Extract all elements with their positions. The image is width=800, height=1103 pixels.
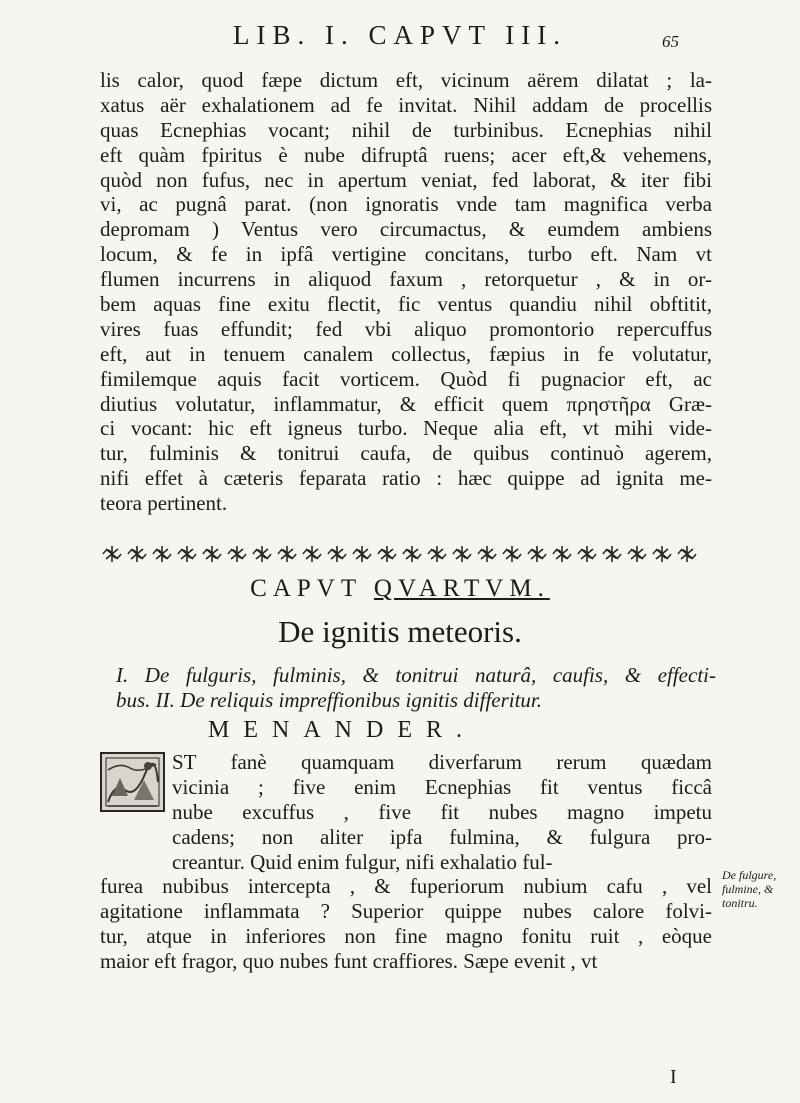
chapter-subtitle: De ignitis meteoris.: [278, 614, 522, 649]
text-line: eft quàm fpiritus è nube difruptâ ruens; acer eft,& vehemens,: [100, 142, 712, 167]
chapter-heading-number: QVARTVM.: [373, 575, 550, 602]
ornament-unit: [578, 546, 596, 562]
ornament-unit: [328, 546, 346, 562]
text-line: maior eft fragor, quo nubes funt craffiores. Sæpe evenit , vt: [100, 948, 598, 973]
ornament-unit: [278, 546, 296, 562]
ornament-unit: [553, 546, 571, 562]
speaker-name: MENANDER.: [208, 717, 476, 743]
chapter-summary: [116, 663, 716, 713]
text-line: diutius volutatur, inflammatur, & efficit quem πρηστῆρα Græ-: [100, 391, 712, 416]
ornament-unit: [603, 546, 621, 562]
text-line: nube excuffus , five fit nubes magno impetu: [172, 799, 712, 824]
page-number: 65: [662, 32, 679, 51]
margin-note-line: De fulgure,: [722, 868, 777, 882]
text-line: lis calor, quod fæpe dictum eft, vicinum aërem dilatat ; la-: [100, 68, 712, 92]
text-line: teora pertinent.: [100, 491, 228, 516]
ornament-unit: [353, 546, 371, 562]
text-line: vi, ac pugnâ parat. (non ignoratis vnde tam magnifica verba: [100, 192, 712, 217]
top-paragraph: [100, 68, 712, 516]
running-head: [0, 18, 800, 58]
text-line: ST fanè quamquam diverfarum rerum quædam: [172, 750, 712, 774]
text-line: xatus aër exhalationem ad fe invitat. Nihil addam de procellis: [100, 92, 712, 117]
text-line: fimilemque aquis facit vorticem. Quòd fi pugnacior eft, ac: [100, 366, 712, 391]
ornament-unit: [628, 546, 646, 562]
text-line: quas Ecnephias vocant; nihil de turbinibus. Ecnephias nihil: [100, 117, 712, 142]
ornament-unit: [378, 546, 396, 562]
text-line: locum, & fe in ipfâ vertigine concitans, turbo eft. Nam vt: [100, 242, 712, 267]
text-line: furea nubibus intercepta , & fuperiorum nubium cafu , vel: [100, 874, 712, 898]
catchword: I: [670, 1066, 677, 1088]
continuation-paragraph: [100, 874, 712, 974]
ornament-unit: [528, 546, 546, 562]
text-line: ci vocant: hic eft igneus turbo. Neque alia eft, vt mihi vide-: [100, 416, 712, 441]
ornament-unit: [403, 546, 421, 562]
ornament-unit: [178, 546, 196, 562]
summary-line: bus. II. De reliquis impreffionibus ignitis differitur.: [116, 688, 543, 712]
text-line: tur, atque in inferiores non fine magno fonitu ruit , eòque: [100, 923, 712, 948]
margin-note-line: tonitru.: [722, 896, 758, 910]
ornament-band: [100, 543, 712, 565]
text-line: nifi effet à cæteris feparata ratio : hæc quippe ad ignita me-: [100, 466, 712, 491]
text-line: vicinia ; five enim Ecnephias fit ventus ficcâ: [172, 774, 712, 799]
first-paragraph: [172, 750, 712, 874]
chapter-heading-prefix: CAPVT: [250, 575, 362, 602]
margin-note-line: fulmine, &: [722, 882, 774, 896]
text-line: vires fuas effundit; fed vbi aliquo promontorio repercuffus: [100, 316, 712, 341]
text-line: cadens; non aliter ipfa fulmina, & fulgura pro-: [172, 824, 712, 849]
ornament-unit: [153, 546, 171, 562]
summary-line: I. De fulguris, fulminis, & tonitrui naturâ, caufis, & effecti-: [116, 663, 716, 687]
text-line: eft, aut in tenuem canalem collectus, fæpius in fe volutatur,: [100, 341, 712, 366]
margin-note: [722, 868, 792, 910]
ornament-unit: [503, 546, 521, 562]
ornament-unit: [428, 546, 446, 562]
ornament-unit: [478, 546, 496, 562]
text-line: agitatione inflammata ? Superior quippe nubes calore folvi-: [100, 898, 712, 923]
ornament-unit: [678, 546, 696, 562]
text-line: creantur. Quid enim fulgur, nifi exhalatio ful-: [172, 849, 553, 874]
ornament-unit: [128, 546, 146, 562]
ornament-unit: [453, 546, 471, 562]
ornament-unit: [653, 546, 671, 562]
ornament-unit: [228, 546, 246, 562]
text-line: depromam ) Ventus vero circumactus, & eumdem ambiens: [100, 217, 712, 242]
woodcut-initial: [100, 752, 165, 812]
ornament-unit: [303, 546, 321, 562]
chapter-heading: [0, 575, 800, 603]
running-title: LIB. I. CAPVT III.: [233, 20, 567, 50]
text-line: quòd non fufus, nec in apertum veniat, fed laborat, & iter fibi: [100, 167, 712, 192]
ornament-unit: [253, 546, 271, 562]
ornament-unit: [203, 546, 221, 562]
text-line: flumen incurrens in aliquod faxum , retorquetur , & in or-: [100, 267, 712, 292]
text-line: bem aquas fine exitu flectit, fic ventus quandiu nihil obftitit,: [100, 292, 712, 317]
ornament-unit: [103, 546, 121, 562]
text-line: tur, fulminis & tonitrui caufa, de quibus continuò agerem,: [100, 441, 712, 466]
